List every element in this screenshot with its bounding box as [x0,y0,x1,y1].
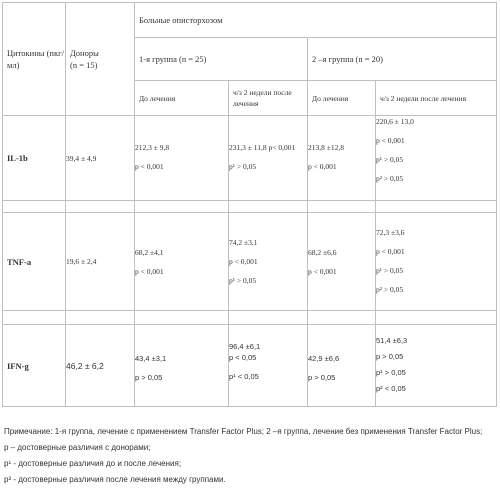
header-donors-label: Доноры [70,48,99,58]
table-row [3,213,497,311]
note-p: р – достоверные различия с донорами; [4,443,151,452]
cell-value: 42,9 ±6,6 [308,354,340,363]
cell-g2-after [376,213,497,311]
header-g2-before-label: До лечения [312,93,349,103]
cell-p2-value: р² < 0,05 [376,384,406,393]
table-notes [4,424,496,488]
cell-g2-after [376,116,497,201]
row-label-text: TNF-a [7,256,32,267]
cell-value: 74,2 ±3,1 [229,238,258,247]
cell-donors [66,325,135,407]
cell-g1-after [229,213,308,311]
cell-g1-after [229,325,308,407]
header-group2-label: 2 –я группа (n = 20) [312,54,383,64]
cell-value: 51,4 ±6,3 [376,336,408,345]
cell-g2-after [376,325,497,407]
cell-g2-before [308,325,376,407]
cell-p-value: p < 0,001 [135,162,164,171]
header-g2-after-label: ч/з 2 недели после лечения [380,93,467,103]
cell-value: 220,6 ± 13,0 [376,117,414,126]
cell-g1-before [135,116,229,201]
cell-p-value: p > 0,05 [135,373,163,382]
row-label-text: IL-1b [7,153,28,163]
cell-value: 96,4 ±6,1 [229,342,261,351]
cell-donors-value: 19,6 ± 2,4 [66,257,97,266]
cell-p-value: p < 0,001 [135,267,164,276]
note-p2: р² - достоверные различия после лечения между группами. [4,475,226,484]
table-row [3,325,497,407]
cell-p-value: p < 0,001 [308,162,337,171]
cell-donors [66,116,135,201]
header-patients [135,3,497,38]
cell-value: 212,3 ± 9,8 [135,143,170,152]
cell-p-value: р¹ > 0,05 [229,162,257,171]
header-cytokines [3,3,66,116]
cell-value: 231,3 ± 11,8 p< 0,001 [229,143,296,152]
header-g1-before [135,81,229,116]
header-group1 [135,38,308,81]
cell-value: 72,3 ±3,6 [376,228,405,237]
header-g1-after-label: ч/з 2 недели после лечения [233,88,292,108]
cell-p-value: p < 0,001 [376,136,405,145]
cell-p2-value: р² > 0,05 [376,285,404,294]
row-label [3,116,66,201]
header-cytokines-label: Цитокины (пкг/мл) [7,48,64,70]
header-donors-n: (n = 15) [70,60,98,70]
cell-p1-value: р¹ > 0,05 [376,155,404,164]
cell-g1-after [229,116,308,201]
table-spacer-row [3,201,497,213]
row-label [3,213,66,311]
note-groups: Примечание: 1-я группа, лечение с применением Transfer Factor Plus; 2 –я группа, лечение без применения Transfer Factor Plus; [4,427,483,436]
cell-g2-before [308,213,376,311]
header-patients-label: Больные описторхозом [139,15,223,25]
header-g2-after [376,81,497,116]
cell-donors [66,213,135,311]
cell-p-value: p < 0,001 [229,257,258,266]
cell-p1-value: р¹ > 0,05 [229,276,257,285]
cell-value: 213,8 ±12,8 [308,143,344,152]
header-g2-before [308,81,376,116]
header-g1-after [229,81,308,116]
cell-donors-value: 46,2 ± 6,2 [66,360,104,371]
cell-p1-value: р¹ > 0,05 [376,368,406,377]
note-p1: р¹ - достоверные различия до и после лечения; [4,459,182,468]
cytokine-table [2,2,497,407]
cell-value: 68,2 ±4,1 [135,248,164,257]
cell-donors-value: 39,4 ± 4,9 [66,153,97,163]
cell-p2-value: р² > 0,05 [376,174,404,183]
cell-p-value: p > 0,05 [376,352,404,361]
row-label [3,325,66,407]
cell-g1-before [135,213,229,311]
cell-g2-before [308,116,376,201]
cell-p-value: p > 0,05 [308,373,336,382]
header-g1-before-label: До лечения [139,93,176,103]
cell-p1-value: р¹ > 0,05 [376,266,404,275]
table-row [3,116,497,201]
table-spacer-row [3,311,497,325]
header-group1-label: 1-я группа (n = 25) [139,54,207,64]
header-group2 [308,38,497,81]
row-label-text: IFN-g [7,360,29,371]
cell-value: 43,4 ±3,1 [135,354,167,363]
cell-p-value: p < 0,001 [376,247,405,256]
header-donors [66,3,135,116]
cell-value: 68,2 ±6,6 [308,248,337,257]
cell-p1-value: р¹ < 0,05 [229,372,259,381]
cell-g1-before [135,325,229,407]
cell-p-value: p < 0,001 [308,267,337,276]
cell-p-value: p < 0,05 [229,353,257,362]
